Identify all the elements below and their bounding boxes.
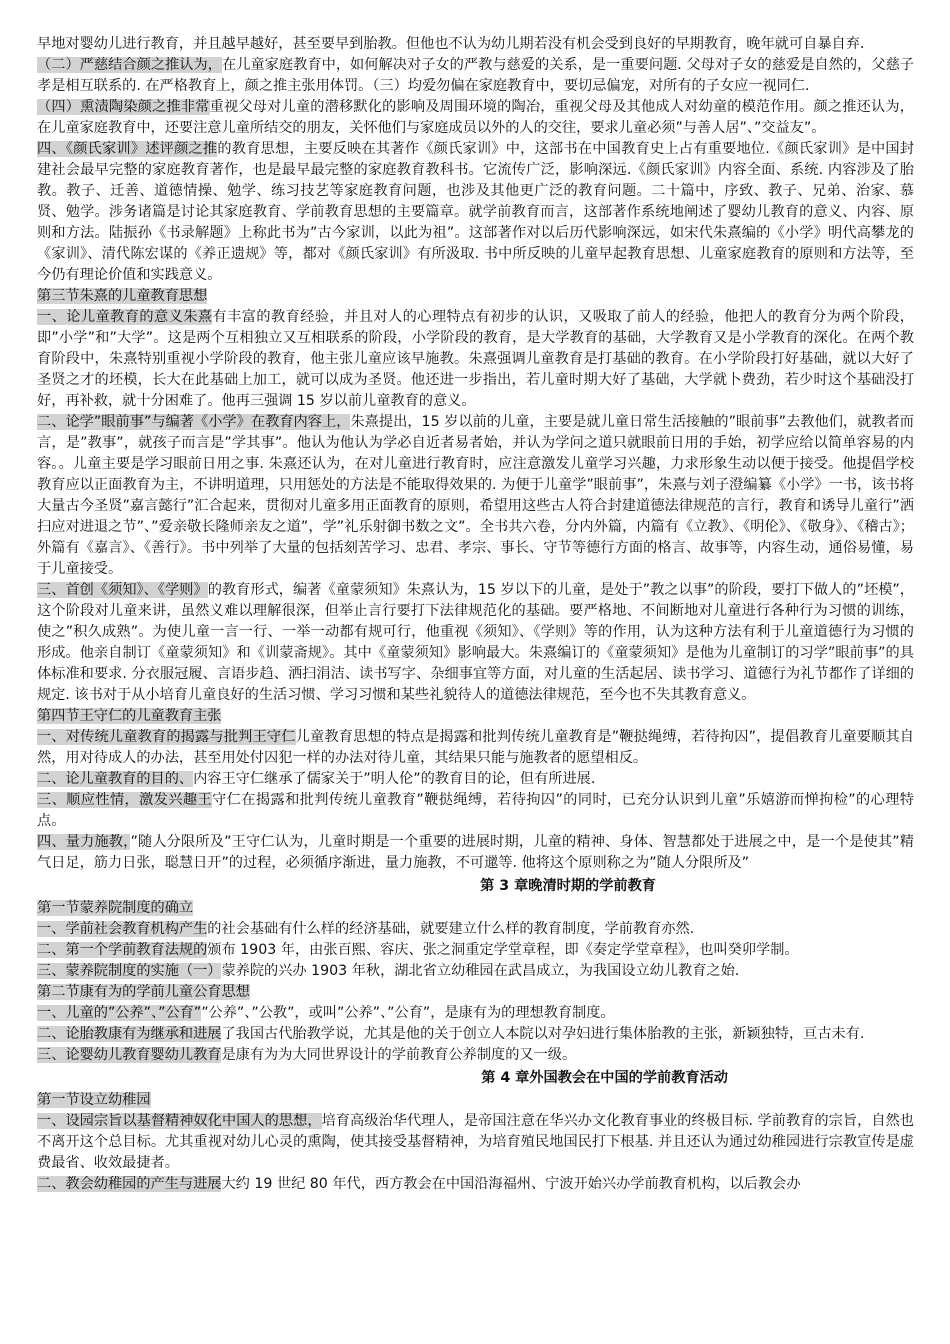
body-text [37, 34, 914, 874]
highlighted-heading: 三、论婴幼儿教育婴幼儿教育 [37, 1047, 222, 1063]
section-heading [37, 1090, 914, 1111]
paragraph [37, 307, 914, 412]
chapter-4-text [37, 1090, 914, 1195]
paragraph [37, 34, 914, 55]
paragraph-text: 内容王守仁继承了儒家关于”明人伦”的教育目的论，但有所进展. [193, 771, 596, 787]
paragraph [37, 961, 914, 982]
chapter-3-title: 第 3 章晚清时期的学前教育 [480, 878, 656, 894]
paragraph [37, 139, 914, 286]
highlighted-heading: 第一节设立幼稚园 [37, 1092, 151, 1108]
paragraph [37, 790, 914, 832]
highlighted-heading: 二、论学”眼前事”与编著《小学》在教育内容上， [37, 414, 351, 430]
highlighted-heading: 一、儿童的”公养”、”公育” [37, 1005, 202, 1021]
highlighted-heading: 第三节朱熹的儿童教育思想 [37, 288, 208, 304]
paragraph-text: 儿童教育思想的特点是揭露和批判传统儿童教育是”鞭挞绳缚，若待拘囚”，提倡教育儿童要顺其自然，用对待成人的办法，甚至用处付囚犯一样的办法对待儿童，其结果只能与施教者的愿望相反。 [37, 729, 914, 766]
highlighted-heading: 三、顺应性情，激发兴趣王 [37, 792, 213, 808]
highlighted-heading: 二、第一个学前教育法规的 [37, 942, 208, 958]
paragraph-text: 大约 19 世纪 80 年代，西方教会在中国沿海福州、宁波开始兴办学前教育机构，以后教会办 [221, 1176, 801, 1192]
paragraph [37, 97, 914, 139]
chapter-4-title: 第 4 章外国教会在中国的学前教育活动 [481, 1070, 728, 1086]
paragraph [37, 940, 914, 961]
paragraph [37, 1003, 914, 1024]
paragraph-text: 的社会基础有什么样的经济基础，就要建立什么样的教育制度，学前教育亦然. [207, 921, 695, 937]
paragraph [37, 769, 914, 790]
section-heading [37, 286, 914, 307]
highlighted-heading: 二、论儿童教育的目的、 [37, 771, 194, 787]
highlighted-heading: 一、论儿童教育的意义朱熹 [37, 309, 213, 325]
highlighted-heading: 二、论胎教康有为继承和进展 [37, 1026, 222, 1042]
highlighted-heading: 一、对传统儿童教育的揭露与批判王守仁 [37, 729, 296, 745]
paragraph [37, 832, 914, 874]
paragraph-text: ”随人分限所及”王守仁认为，儿童时期是一个重要的进展时期，儿童的精神、身体、智慧都处于进展之中，是一个是使其”精气日足，筋力日张，聪慧日开”的过程，必须循序渐进，量力施教，不可邋等. 他将这个原则称之为”随人分限所及” [37, 834, 914, 871]
section-heading [37, 982, 914, 1003]
highlighted-heading: 四、量力施教， [37, 834, 131, 850]
paragraph [37, 412, 914, 580]
highlighted-heading: 第四节王守仁的儿童教育主张 [37, 708, 222, 724]
section-heading [37, 706, 914, 727]
section-heading [37, 898, 914, 919]
paragraph [37, 1045, 914, 1066]
chapter-3-text [37, 898, 914, 1066]
paragraph-text: 早地对婴幼儿进行教育，并且越早越好，甚至要早到胎教。但他也不认为幼儿期若没有机会受到良好的早期教育，晚年就可自暴自弃. [37, 36, 865, 52]
paragraph-text: 守仁在揭露和批判传统儿童教育”鞭挞绳缚，若待拘囚”的同时，已充分认识到儿童”乐嬉游而惮拘检”的心理特点。 [37, 792, 914, 829]
paragraph-text: 了我国古代胎教学说，尤其是他的关于创立人本院以对孕妇进行集体胎教的主张，新颖独特，亘古未有. [221, 1026, 865, 1042]
paragraph-text: 重视父母对儿童的潜移默化的影响及周围环境的陶冶，重视父母及其他成人对幼童的模范作用。颜之推还认为，在儿童家庭教育中，还要注意儿童所结交的朋友，关怀他们与家庭成员以外的人的交往，要求儿童必须”与善人居”、”交益友”。 [37, 99, 914, 136]
highlighted-heading: 四、《颜氏家训》述评颜之推 [37, 141, 218, 157]
paragraph-text: ”公养”、”公教”，或叫”公养”、”公育”，是康有为的理想教育制度。 [201, 1005, 615, 1021]
paragraph [37, 727, 914, 769]
paragraph [37, 919, 914, 940]
highlighted-heading: 三、首创《须知》、《学则》 [37, 582, 208, 598]
paragraph-text: 培育高级治华代理人，是帝国注意在华兴办文化教育事业的终极目标. 学前教育的宗旨，自然也不离开这个总目标。尤其重视对幼儿心灵的熏陶，使其接受基督精神，为培育殖民地国民打下根基. 并且还认为通过幼稚园进行宗教宣传是虚费最省、收效最捷者。 [37, 1113, 914, 1171]
highlighted-heading: 三、蒙养院制度的实施（一） [37, 963, 222, 979]
highlighted-heading: （二）严慈结合颜之推认为， [37, 57, 222, 73]
highlighted-heading: 一、设园宗旨以基督精神奴化中国人的思想， [37, 1113, 322, 1129]
highlighted-heading: 第一节蒙养院制度的确立 [37, 900, 194, 916]
paragraph-text: 是康有为为大同世界设计的学前教育公养制度的又一级。 [221, 1047, 577, 1063]
paragraph [37, 580, 914, 706]
paragraph-text: 有丰富的教育经验，并且对人的心理特点有初步的认识，又吸取了前人的经验，他把人的教育分为两个阶段，即”小学”和”大学”。这是两个互相独立又互相联系的阶段，小学阶段的教育，是大学教育的基础，大学教育又是小学教育的深化。在两个教育阶段中，朱熹特别重视小学阶段的教育，他主张儿童应该早施教。朱熹强调儿童教育是打基础的教育。在小学阶段打好基础，就以大好了圣贤之才的坯模，长大在此基础上加工，就可以成为圣贤。他还进一步指出，若儿童时期大好了基础，大学就卜费劲，若少时这个基础没打好，再补救，就十分困难了。他再三强调 15 岁以前儿童教育的意义。 [37, 309, 914, 409]
paragraph-text: 在儿童家庭教育中，如何解决对子女的严教与慈爱的关系，是一重要问题. 父母对子女的慈爱是自然的，父慈子孝是相互联系的. 在严格教育上，颜之推主张用体罚。（三）均爱勿偏在家庭教育中，要切忌偏宠，对所有的子女应一视同仁. [37, 57, 914, 94]
highlighted-heading: 一、学前社会教育机构产生 [37, 921, 208, 937]
paragraph-text: 的教育思想，主要反映在其著作《颜氏家训》中，这部书在中国教育史上占有重要地位.《颜氏家训》是中国封建社会最早完整的家庭教育著作，也是最早最完整的家庭教育教科书。它流传广泛，影响深远.《颜氏家训》内容全面、系统. 内容涉及了胎教。教子、迁善、道德情操、勉学、练习技艺等家庭教育问题，也涉及其他更广泛的教育问题。二十篇中，序致、教子、兄弟、治家、慕贤、勉学。涉务诸篇是讨论其家庭教育、学前教育思想的主要篇章。就学前教育而言，这部著作系统地阐述了婴幼儿教育的意义、内容、原则和方法。陆振孙《书录解题》上称此书为”古今家训，以此为祖”。这部著作对以后历代影响深远，如宋代朱熹编的《小学》明代高攀龙的《家训》、清代陈宏谋的《养正遗规》等，都对《颜氏家训》有所汲取. 书中所反映的儿童早起教育思想、儿童家庭教育的原则和方法等，至今仍有理论价值和实践意义。 [37, 141, 914, 283]
paragraph [37, 1024, 914, 1045]
highlighted-heading: 第二节康有为的学前儿童公育思想 [37, 984, 250, 1000]
paragraph [37, 55, 914, 97]
paragraph-text: 的教育形式，编著《童蒙须知》朱熹认为，15 岁以下的儿童，是处于”教之以事”的阶段，要打下做人的”坯模”，这个阶段对儿童来讲，虽然义难以理解很深，但举止言行要打下法律规范化的基础。要严格地、不间断地对儿童进行各种行为习惯的训练，使之”积久成熟”。为使儿童一言一行、一举一动都有规可行，他重视《须知》、《学则》等的作用，认为这种方法有利于儿童道德行为习惯的形成。他亲自制订《童蒙须知》和《训蒙斋规》。其中《童蒙须知》影响最大。朱熹编订的《童蒙须知》是他为儿童制订的习学”眼前事”的具体标准和要求. 分衣服冠履、言语步趋、洒扫涓洁、读书写字、杂细事宜等方面，对儿童的生活起居、读书学习、道德行为礼节都作了详细的规定. 该书对于从小培育儿童良好的生活习惯、学习习惯和某些礼貌待人的道德法律规范，至今也不失其教育意义。 [37, 582, 914, 703]
highlighted-heading: 二、教会幼稚园的产生与进展 [37, 1176, 222, 1192]
highlighted-heading: （四）熏渍陶染颜之推非常 [37, 99, 210, 115]
paragraph-text: 颁布 1903 年，由张百熙、容庆、张之洞重定学堂章程，即《奏定学堂章程》，也叫癸卯学制。 [207, 942, 799, 958]
paragraph [37, 1174, 914, 1195]
paragraph-text: 朱熹提出，15 岁以前的儿童，主要是就儿童日常生活接触的”眼前事”去教他们，就教者而言，是”教事”，就孩子而言是”学其事”。他认为他认为学必自近者易者始，并认为学问之道只就眼前日用的手始，初学应给以简单容易的内容。。儿童主要是学习眼前日用之事. 朱熹还认为，在对儿童进行教育时，应注意激发儿童学习兴趣，力求形象生动以便于接受。他提倡学校教育应以正面教育为主，不讲明道理，只用惩处的方法是不能取得效果的. 为便于儿童学”眼前事”，朱熹与刘子澄编纂《小学》一书，该书将大量古今圣贤”嘉言懿行”汇合起来，贯彻对儿童多用正面教育的原则，希望用这些古人符合封建道德法律规范的言行，教育和诱导儿童行”洒扫应对进退之节”、”爱亲敬长隆师亲友之道”，学”礼乐射御书数之文”。全书共六卷，分内外篇，内篇有《立教》、《明伦》、《敬身》、《稽古》；外篇有《嘉言》、《善行》。书中列举了大量的包括刻苦学习、忠君、孝宗、事长、守节等德行方面的格言、故事等，内容生动，通俗易懂，易于儿童接受。 [37, 414, 914, 577]
paragraph-text: 蒙养院的兴办 1903 年秋，湖北省立幼稚园在武昌成立，为我国设立幼儿教育之始. [221, 963, 740, 979]
paragraph [37, 1111, 914, 1174]
